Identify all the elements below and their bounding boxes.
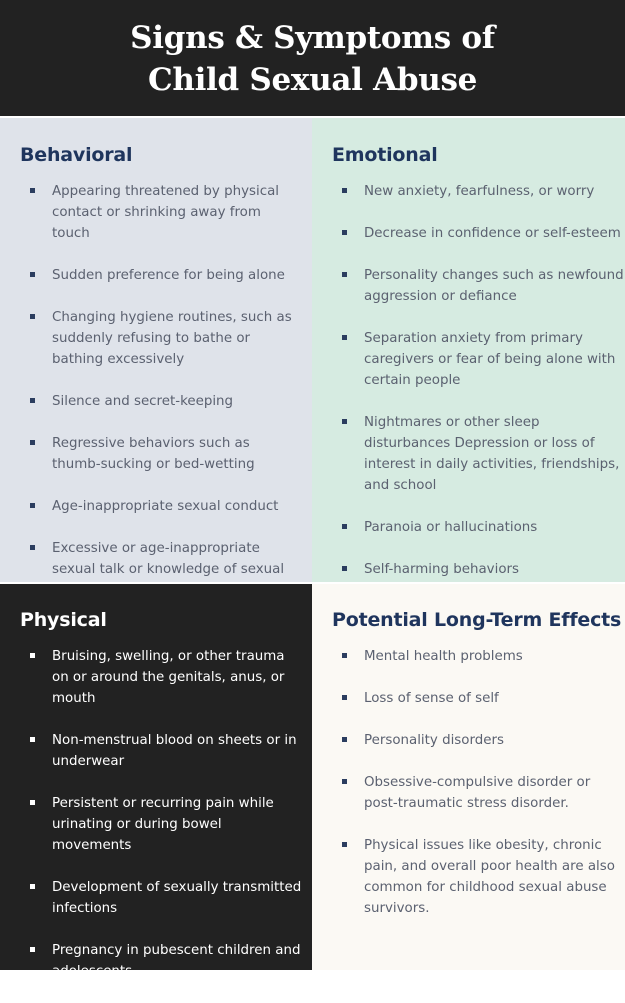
bullet-icon [30, 947, 35, 952]
bullet-icon [30, 545, 35, 550]
list-item-text: Decrease in confidence or self-esteem [364, 226, 621, 241]
physical-heading: Physical [20, 609, 107, 631]
list-item [30, 391, 302, 412]
list-item-text: New anxiety, fearfulness, or worry [364, 184, 595, 199]
list-item-text: Personality changes such as newfound aggression or defiance [364, 268, 624, 304]
bullet-icon [342, 779, 347, 784]
bullet-icon [342, 524, 347, 529]
list-item [30, 793, 305, 856]
bullet-icon [342, 566, 347, 571]
list-item [30, 730, 305, 772]
list-item-text: Nightmares or other sleep disturbances Depression or loss of interest in daily activities, friendships, and school [364, 415, 620, 493]
bullet-icon [30, 653, 35, 658]
list-item-text: Loss of sense of self [364, 691, 499, 706]
bullet-icon [342, 695, 347, 700]
list-item [342, 688, 625, 709]
header-divider [0, 116, 625, 118]
list-item-text: Physical issues like obesity, chronic pain, and overall poor health are also common for childhood sexual abuse survivors. [364, 838, 615, 916]
list-item [342, 646, 625, 667]
behavioral-panel [0, 118, 312, 583]
list-item-text: Silence and secret-keeping [52, 394, 234, 409]
list-item [342, 181, 625, 202]
bullet-icon [342, 737, 347, 742]
list-item-text: Paranoia or hallucinations [364, 520, 538, 535]
behavioral-heading: Behavioral [20, 144, 133, 166]
bullet-icon [30, 503, 35, 508]
page-title-line-1: Signs & Symptoms of [130, 20, 495, 56]
list-item [342, 559, 625, 580]
list-item-text: Excessive or age-inappropriate sexual talk or knowledge of sexual [52, 541, 285, 577]
list-item-text: Obsessive-compulsive disorder or post-traumatic stress disorder. [364, 775, 591, 811]
list-item-text: Bruising, swelling, or other trauma on or around the genitals, anus, or mouth [52, 649, 285, 706]
bullet-icon [342, 188, 347, 193]
bullet-icon [30, 314, 35, 319]
list-item-text: Separation anxiety from primary caregivers or fear of being alone with certain people [364, 331, 616, 388]
bullet-icon [342, 419, 347, 424]
page-header [0, 0, 625, 118]
list-item-text: Personality disorders [364, 733, 504, 748]
bullet-icon [30, 188, 35, 193]
list-item-text: Age-inappropriate sexual conduct [52, 499, 279, 514]
list-item [30, 307, 302, 370]
bullet-icon [30, 800, 35, 805]
bullet-icon [342, 842, 347, 847]
longterm-heading: Potential Long-Term Effects [332, 609, 622, 631]
list-item [30, 181, 302, 244]
list-item [30, 496, 302, 517]
emotional-list [342, 181, 625, 601]
section-divider [0, 582, 625, 584]
list-item [342, 730, 625, 751]
bullet-icon [342, 653, 347, 658]
list-item-text: Regressive behaviors such as thumb-sucking or bed-wetting [52, 436, 255, 472]
list-item [30, 433, 302, 475]
longterm-list [342, 646, 625, 940]
behavioral-list [30, 181, 302, 622]
list-item [342, 835, 625, 919]
list-item [342, 772, 625, 814]
list-item [30, 265, 302, 286]
list-item-text: Pregnancy in pubescent children and adolescents [52, 943, 301, 979]
list-item-text: Changing hygiene routines, such as suddenly refusing to bathe or bathing excessively [52, 310, 292, 367]
list-item [342, 223, 625, 244]
bullet-icon [30, 272, 35, 277]
emotional-panel [312, 118, 625, 583]
list-item-text: Appearing threatened by physical contact or shrinking away from touch [52, 184, 280, 241]
list-item-text: Self-harming behaviors [364, 562, 519, 577]
longterm-panel [312, 583, 625, 970]
list-item-text: Persistent or recurring pain while urinating or during bowel movements [52, 796, 274, 853]
bullet-icon [342, 272, 347, 277]
bullet-icon [342, 335, 347, 340]
physical-panel [0, 583, 312, 979]
bullet-icon [30, 884, 35, 889]
list-item [342, 328, 625, 391]
list-item [30, 877, 305, 919]
list-item [342, 265, 625, 307]
bullet-icon [30, 398, 35, 403]
physical-list [30, 646, 305, 1003]
emotional-heading: Emotional [332, 144, 438, 166]
page-title-line-2: Child Sexual Abuse [147, 62, 478, 98]
list-item-text: Mental health problems [364, 649, 523, 664]
bullet-icon [342, 230, 347, 235]
list-item [342, 517, 625, 538]
bullet-icon [30, 440, 35, 445]
list-item-text: Development of sexually transmitted infections [52, 880, 302, 916]
list-item [30, 940, 305, 982]
bullet-icon [30, 737, 35, 742]
list-item-text: Non-menstrual blood on sheets or in underwear [52, 733, 297, 769]
list-item [30, 646, 305, 709]
list-item-text: Sudden preference for being alone [52, 268, 285, 283]
list-item [342, 412, 625, 496]
